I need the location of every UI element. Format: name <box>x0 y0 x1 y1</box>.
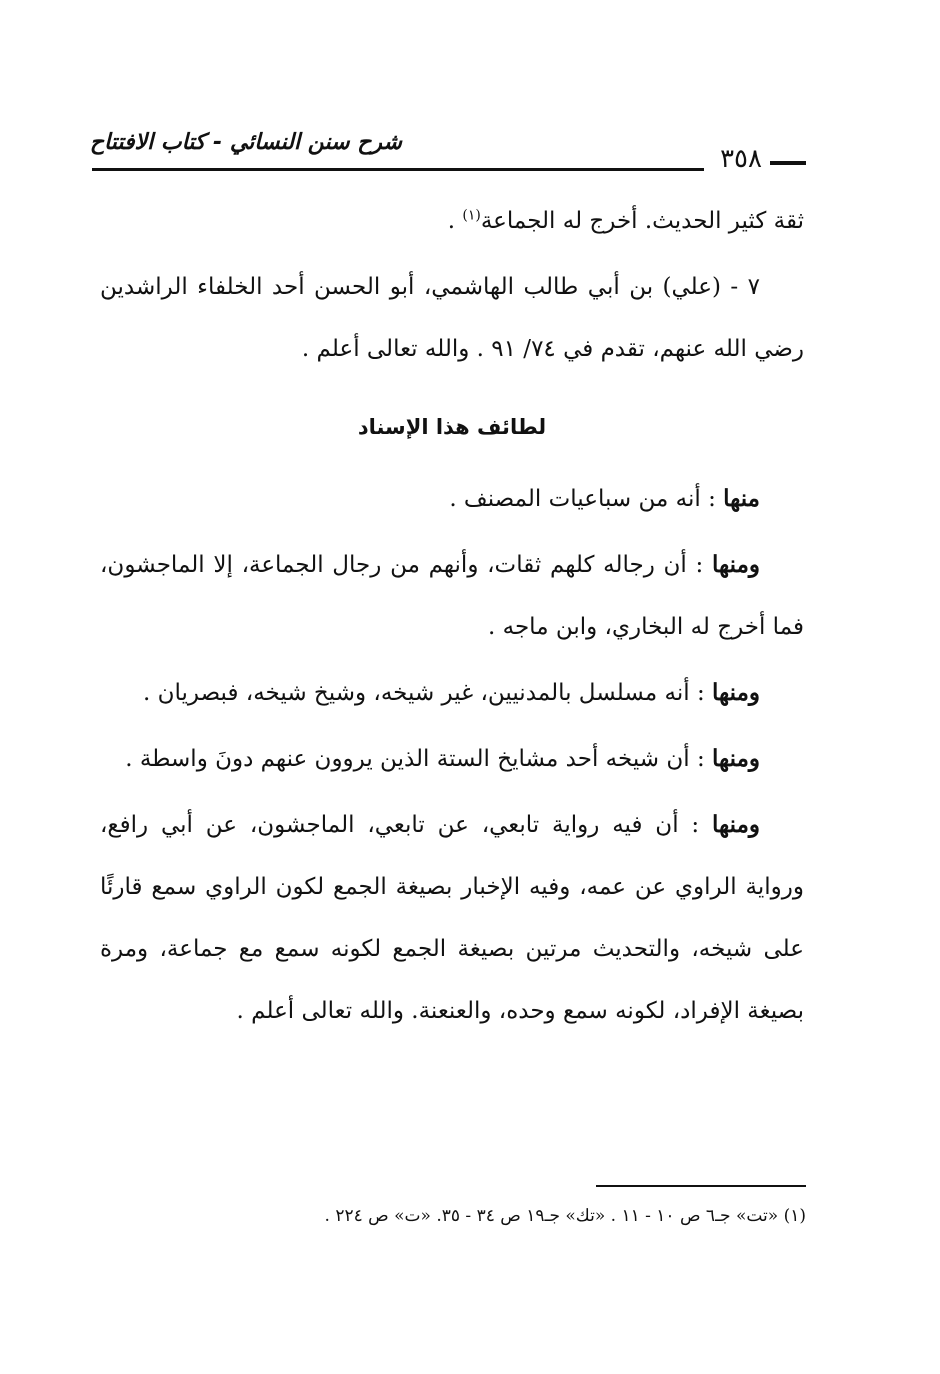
running-title: شرح سنن النسائي - كتاب الافتتاح <box>89 130 402 155</box>
paragraph-narrator-note <box>100 190 804 252</box>
main-text <box>100 190 804 1046</box>
footnote-rule <box>596 1185 806 1187</box>
item-text: : أن شيخه أحد مشايخ الستة الذين يروون عنهم دونَ واسطة . <box>125 746 705 772</box>
item-lead: ومنها <box>712 811 761 838</box>
page-header <box>89 128 806 180</box>
item-lead: ومنها <box>712 551 760 578</box>
item-text: : أنه مسلسل بالمدنيين، غير شيخه، وشيخ شيخه، فبصريان . <box>143 680 705 706</box>
item-text: : أن فيه رواية تابعي، عن تابعي، الماجشون، عن أبي رافع، ورواية الراوي عن عمه، وفيه الإخبار بصيغة الجمع لكون الراوي سمع قارئًا على شيخه، والتحديث مرتين بصيغة الجمع لكونه سمع مع جماعة، ومرة بصيغة الإفراد، لكونه سمع وحده، والعنعنة. والله تعالى أعلم . <box>100 812 804 1024</box>
paragraph-text: ثقة كثير الحديث. أخرج له الجماعة <box>480 208 804 234</box>
page-number: ٣٥٨ <box>720 144 762 174</box>
item-lead: ومنها <box>712 745 760 772</box>
paragraph-narrator-ali: ٧ - (علي) بن أبي طالب الهاشمي، أبو الحسن أحد الخلفاء الراشدين رضي الله عنهم، تقدم في ٧٤/ ٩١ . والله تعالى أعلم . <box>100 274 804 362</box>
section-heading: لطائف هذا الإسناد <box>357 415 547 439</box>
header-rule <box>92 168 704 171</box>
item-lead: منها <box>723 485 760 512</box>
list-item <box>100 794 804 1042</box>
list-item <box>100 534 804 658</box>
list-item <box>100 662 804 724</box>
page-number-dash <box>770 161 806 165</box>
footnote: (١) «تت» جـ٦ ص ١٠ - ١١ . «تك» جـ١٩ ص ٣٤ - ٣٥. «ت» ص ٢٢٤ . <box>324 1206 806 1226</box>
footnote-reference: (١) <box>462 207 481 224</box>
list-item <box>100 728 804 790</box>
paragraph-end: . <box>447 208 463 234</box>
item-text: : أنه من سباعيات المصنف . <box>449 486 716 512</box>
item-text: : أن رجاله كلهم ثقات، وأنهم من رجال الجماعة، إلا الماجشون، فما أخرج له البخاري، وابن ماجه . <box>100 552 804 640</box>
item-lead: ومنها <box>712 679 760 706</box>
list-item <box>100 468 804 530</box>
